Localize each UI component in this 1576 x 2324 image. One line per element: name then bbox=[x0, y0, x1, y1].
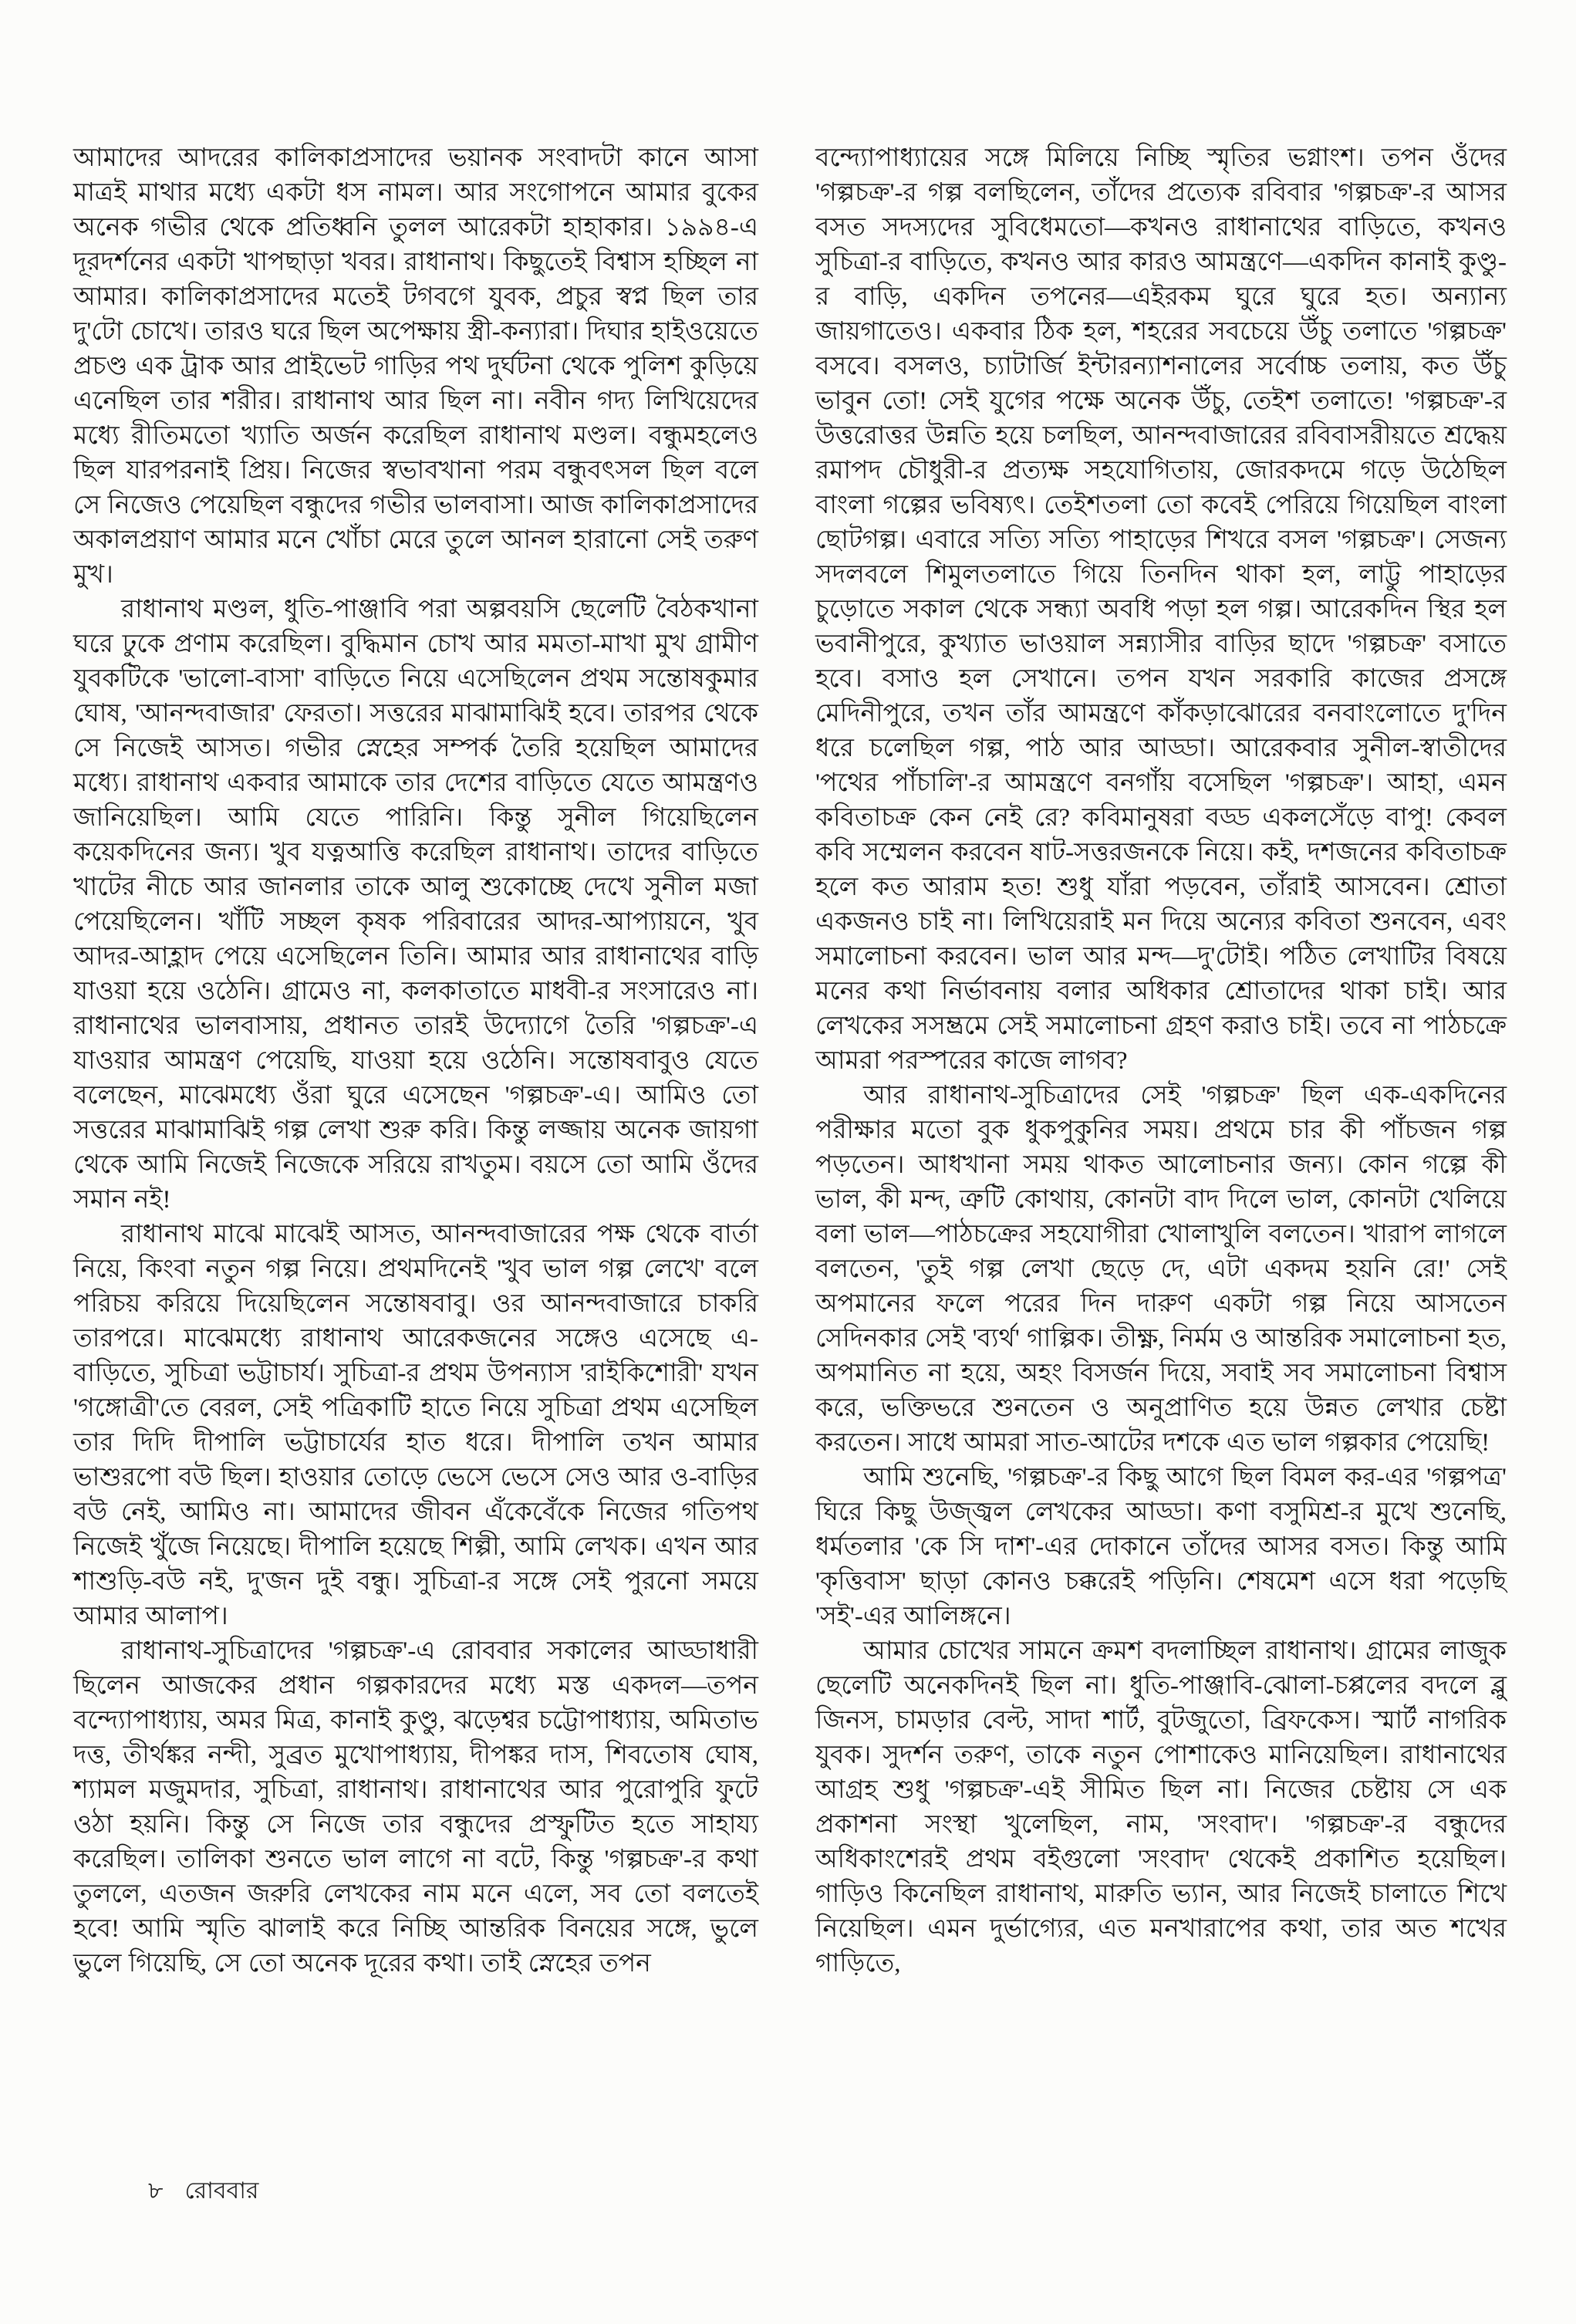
right-text-column bbox=[815, 141, 1507, 1981]
paragraph: রাধানাথ মণ্ডল, ধুতি-পাঞ্জাবি পরা অল্পবয়সি ছেলেটি বৈঠকখানা ঘরে ঢুকে প্রণাম করেছিল। বুদ্ধিমান চোখ আর মমতা-মাখা মুখ গ্রামীণ যুবকটিকে 'ভালো-বাসা' বাড়িতে নিয়ে এসেছিলেন প্রথম সন্তোষকুমার ঘোষ, 'আনন্দবাজার' ফেরতা। সত্তরের মাঝামাঝিই হবে। তারপর থেকে সে নিজেই আসত। গভীর স্নেহের সম্পর্ক তৈরি হয়েছিল আমাদের মধ্যে। রাধানাথ একবার আমাকে তার দেশের বাড়িতে যেতে আমন্ত্রণও জানিয়েছিল। আমি যেতে পারিনি। কিন্তু সুনীল গিয়েছিলেন কয়েকদিনের জন্য। খুব যত্নআত্তি করেছিল রাধানাথ। তাদের বাড়িতে খাটের নীচে আর জানলার তাকে আলু শুকোচ্ছে দেখে সুনীল মজা পেয়েছিলেন। খাঁটি সচ্ছল কৃষক পরিবারের আদর-আপ্যায়নে, খুব আদর-আহ্লাদ পেয়ে এসেছিলেন তিনি। আমার আর রাধানাথের বাড়ি যাওয়া হয়ে ওঠেনি। গ্রামেও না, কলকাতাতে মাধবী-র সংসারেও না। রাধানাথের ভালবাসায়, প্রধানত তারই উদ্যোগে তৈরি 'গল্পচক্র'-এ যাওয়ার আমন্ত্রণ পেয়েছি, যাওয়া হয়ে ওঠেনি। সন্তোষবাবুও যেতে বলেছেন, মাঝেমধ্যে ওঁরা ঘুরে এসেছেন 'গল্পচক্র'-এ। আমিও তো সত্তরের মাঝামাঝিই গল্প লেখা শুরু করি। কিন্তু লজ্জায় অনেক জায়গা থেকে আমি নিজেই নিজেকে সরিয়ে রাখতুম। বয়সে তো আমি ওঁদের সমান নই! bbox=[73, 596, 758, 1214]
paragraph: রাধানাথ মাঝে মাঝেই আসত, আনন্দবাজারের পক্ষ থেকে বার্তা নিয়ে, কিংবা নতুন গল্প নিয়ে। প্রথমদিনেই 'খুব ভাল গল্প লেখে' বলে পরিচয় করিয়ে দিয়েছিলেন সন্তোষবাবু। ওর আনন্দবাজারে চাকরি তারপরে। মাঝেমধ্যে রাধানাথ আরেকজনের সঙ্গেও এসেছে এ-বাড়িতে, সুচিত্রা ভট্টাচার্য। সুচিত্রা-র প্রথম উপন্যাস 'রাইকিশোরী' যখন 'গঙ্গোত্রী'তে বেরল, সেই পত্রিকাটি হাতে নিয়ে সুচিত্রা প্রথম এসেছিল তার দিদি দীপালি ভট্টাচার্যের হাত ধরে। দীপালি তখন আমার ভাশুরপো বউ ছিল। হাওয়ার তোড়ে ভেসে ভেসে সেও আর ও-বাড়ির বউ নেই, আমিও না। আমাদের জীবন এঁকেবেঁকে নিজের গতিপথ নিজেই খুঁজে নিয়েছে। দীপালি হয়েছে শিল্পী, আমি লেখক। এখন আর শাশুড়ি-বউ নই, দু'জন দুই বন্ধু। সুচিত্রা-র সঙ্গে সেই পুরনো সময়ে আমার আলাপ। bbox=[73, 1221, 758, 1630]
paragraph: আমি শুনেছি, 'গল্পচক্র'-র কিছু আগে ছিল বিমল কর-এর 'গল্পপত্র' ঘিরে কিছু উজ্জ্বল লেখকের আড্ডা। কণা বসুমিশ্র-র মুখে শুনেছি, ধর্মতলার 'কে সি দাশ'-এর দোকানে তাঁদের আসর বসত। কিন্তু আমি 'কৃত্তিবাস' ছাড়া কোনও চক্করেই পড়িনি। শেষমেশ এসে ধরা পড়েছি 'সই'-এর আলিঙ্গনে। bbox=[815, 1464, 1507, 1630]
paragraph: আমাদের আদরের কালিকাপ্রসাদের ভয়ানক সংবাদটা কানে আসা মাত্রই মাথার মধ্যে একটা ধস নামল। আর সংগোপনে আমার বুকের অনেক গভীর থেকে প্রতিধ্বনি তুলল আরেকটা হাহাকার। ১৯৯৪-এ দূরদর্শনের একটা খাপছাড়া খবর। রাধানাথ। কিছুতেই বিশ্বাস হচ্ছিল না আমার। কালিকাপ্রসাদের মতেই টগবগে যুবক, প্রচুর স্বপ্ন ছিল তার দু'টো চোখে। তারও ঘরে ছিল অপেক্ষায় স্ত্রী-কন্যারা। দিঘার হাইওয়েতে প্রচণ্ড এক ট্রাক আর প্রাইভেট গাড়ির পথ দুর্ঘটনা থেকে পুলিশ কুড়িয়ে এনেছিল তার শরীর। রাধানাথ আর ছিল না। নবীন গদ্য লিখিয়েদের মধ্যে রীতিমতো খ্যাতি অর্জন করেছিল রাধানাথ মণ্ডল। বন্ধুমহলেও ছিল যারপরনাই প্রিয়। নিজের স্বভাবখানা পরম বন্ধুবৎসল ছিল বলে সে নিজেও পেয়েছিল বন্ধুদের গভীর ভালবাসা। আজ কালিকাপ্রসাদের অকালপ্রয়াণ আমার মনে খোঁচা মেরে তুলে আনল হারানো সেই তরুণ মুখ। bbox=[73, 144, 758, 589]
left-text-column bbox=[73, 141, 758, 1981]
paragraph: রাধানাথ-সুচিত্রাদের 'গল্পচক্র'-এ রোববার সকালের আড্ডাধারী ছিলেন আজকের প্রধান গল্পকারদের মধ্যে মস্ত একদল—তপন বন্দ্যোপাধ্যায়, অমর মিত্র, কানাই কুণ্ডু, ঝড়েশ্বর চট্টোপাধ্যায়, অমিতাভ দত্ত, তীর্থঙ্কর নন্দী, সুব্রত মুখোপাধ্যায়, দীপঙ্কর দাস, শিবতোষ ঘোষ, শ্যামল মজুমদার, সুচিত্রা, রাধানাথ। রাধানাথের আর পুরোপুরি ফুটে ওঠা হয়নি। কিন্তু সে নিজে তার বন্ধুদের প্রস্ফুটিত হতে সাহায্য করেছিল। তালিকা শুনতে ভাল লাগে না বটে, কিন্তু 'গল্পচক্র'-র কথা তুললে, এতজন জরুরি লেখকের নাম মনে এলে, সব তো বলতেই হবে! আমি স্মৃতি ঝালাই করে নিচ্ছি আন্তরিক বিনয়ের সঙ্গে, ভুলে ভুলে গিয়েছি, সে তো অনেক দূরের কথা। তাই স্নেহের তপন bbox=[73, 1637, 758, 1978]
magazine-title: রোববার bbox=[184, 2178, 259, 2204]
paragraph: আর রাধানাথ-সুচিত্রাদের সেই 'গল্পচক্র' ছিল এক-একদিনের পরীক্ষার মতো বুক ধুকপুকুনির সময়। প্রথমে চার কী পাঁচজন গল্প পড়তেন। আধখানা সময় থাকত আলোচনার জন্য। কোন গল্পে কী ভাল, কী মন্দ, ত্রুটি কোথায়, কোনটা বাদ দিলে ভাল, কোনটা খেলিয়ে বলা ভাল—পাঠচক্রের সহযোগীরা খোলাখুলি বলতেন। খারাপ লাগলে বলতেন, 'তুই গল্প লেখা ছেড়ে দে, এটা একদম হয়নি রে!' সেই অপমানের ফলে পরের দিন দারুণ একটা গল্প নিয়ে আসতেন সেদিনকার সেই 'ব্যর্থ' গাল্পিক। তীক্ষ্ণ, নির্মম ও আন্তরিক সমালোচনা হত, অপমানিত না হয়ে, অহং বিসর্জন দিয়ে, সবাই সব সমালোচনা বিশ্বাস করে, ভক্তিভরে শুনতেন ও অনুপ্রাণিত হয়ে উন্নত লেখার চেষ্টা করতেন। সাধে আমরা সাত-আটের দশকে এত ভাল গল্পকার পেয়েছি! bbox=[815, 1082, 1507, 1457]
page-footer bbox=[148, 2177, 258, 2205]
paragraph: বন্দ্যোপাধ্যায়ের সঙ্গে মিলিয়ে নিচ্ছি স্মৃতির ভগ্নাংশ। তপন ওঁদের 'গল্পচক্র'-র গল্প বলছিলেন, তাঁদের প্রত্যেক রবিবার 'গল্পচক্র'-র আসর বসত সদস্যদের সুবিধেমতো—কখনও রাধানাথের বাড়িতে, কখনও সুচিত্রা-র বাড়িতে, কখনও আর কারও আমন্ত্রণে—একদিন কানাই কুণ্ডু-র বাড়ি, একদিন তপনের—এইরকম ঘুরে ঘুরে হত। অন্যান্য জায়গাতেও। একবার ঠিক হল, শহরের সবচেয়ে উঁচু তলাতে 'গল্পচক্র' বসবে। বসলও, চ্যাটার্জি ইন্টারন্যাশনালের সর্বোচ্চ তলায়, কত উঁচু ভাবুন তো! সেই যুগের পক্ষে অনেক উঁচু, তেইশ তলাতে! 'গল্পচক্র'-র উত্তরোত্তর উন্নতি হয়ে চলছিল, আনন্দবাজারের রবিবাসরীয়তে শ্রদ্ধেয় রমাপদ চৌধুরী-র প্রত্যক্ষ সহযোগিতায়, জোরকদমে গড়ে উঠেছিল বাংলা গল্পের ভবিষ্যৎ। তেইশতলা তো কবেই পেরিয়ে গিয়েছিল বাংলা ছোটগল্প। এবারে সত্যি সত্যি পাহাড়ের শিখরে বসল 'গল্পচক্র'। সেজন্য সদলবলে শিমুলতলাতে গিয়ে তিনদিন থাকা হল, লাট্টু পাহাড়ের চুড়োতে সকাল থেকে সন্ধ্যা অবধি পড়া হল গল্প। আরেকদিন স্থির হল ভবানীপুরে, কুখ্যাত ভাওয়াল সন্ন্যাসীর বাড়ির ছাদে 'গল্পচক্র' বসাতে হবে। বসাও হল সেখানে। তপন যখন সরকারি কাজের প্রসঙ্গে মেদিনীপুরে, তখন তাঁর আমন্ত্রণে কাঁকড়াঝোরের বনবাংলোতে দু'দিন ধরে চলেছিল গল্প, পাঠ আর আড্ডা। আরেকবার সুনীল-স্বাতীদের 'পথের পাঁচালি'-র আমন্ত্রণে বনগাঁয় বসেছিল 'গল্পচক্র'। আহা, এমন কবিতাচক্র কেন নেই রে? কবিমানুষরা বড্ড একলসেঁড়ে বাপু! কেবল কবি সম্মেলন করবেন ষাট-সত্তরজনকে নিয়ে। কই, দশজনের কবিতাচক্র হলে কত আরাম হত! শুধু যাঁরা পড়বেন, তাঁরাই আসবেন। শ্রোতা একজনও চাই না। লিখিয়েরাই মন দিয়ে অন্যের কবিতা শুনবেন, এবং সমালোচনা করবেন। ভাল আর মন্দ—দু'টোই। পঠিত লেখাটির বিষয়ে মনের কথা নির্ভাবনায় বলার অধিকার শ্রোতাদের থাকা চাই। আর লেখকের সসম্ভ্রমে সেই সমালোচনা গ্রহণ করাও চাই। তবে না পাঠচক্রে আমরা পরস্পরের কাজে লাগব? bbox=[815, 144, 1507, 1075]
paragraph: আমার চোখের সামনে ক্রমশ বদলাচ্ছিল রাধানাথ। গ্রামের লাজুক ছেলেটি অনেকদিনই ছিল না। ধুতি-পাঞ্জাবি-ঝোলা-চপ্পলের বদলে ব্লু জিনস, চামড়ার বেল্ট, সাদা শার্ট, বুটজুতো, ব্রিফকেস। স্মার্ট নাগরিক যুবক। সুদর্শন তরুণ, তাকে নতুন পোশাকেও মানিয়েছিল। রাধানাথের আগ্রহ শুধু 'গল্পচক্র'-এই সীমিত ছিল না। নিজের চেষ্টায় সে এক প্রকাশনা সংস্থা খুলেছিল, নাম, 'সংবাদ'। 'গল্পচক্র'-র বন্ধুদের অধিকাংশেরই প্রথম বইগুলো 'সংবাদ' থেকেই প্রকাশিত হয়েছিল। গাড়িও কিনেছিল রাধানাথ, মারুতি ভ্যান, আর নিজেই চালাতে শিখে নিয়েছিল। এমন দুর্ভাগ্যের, এত মনখারাপের কথা, তার অত শখের গাড়িতে, bbox=[815, 1637, 1507, 1978]
page-number: ৮ bbox=[148, 2178, 164, 2204]
